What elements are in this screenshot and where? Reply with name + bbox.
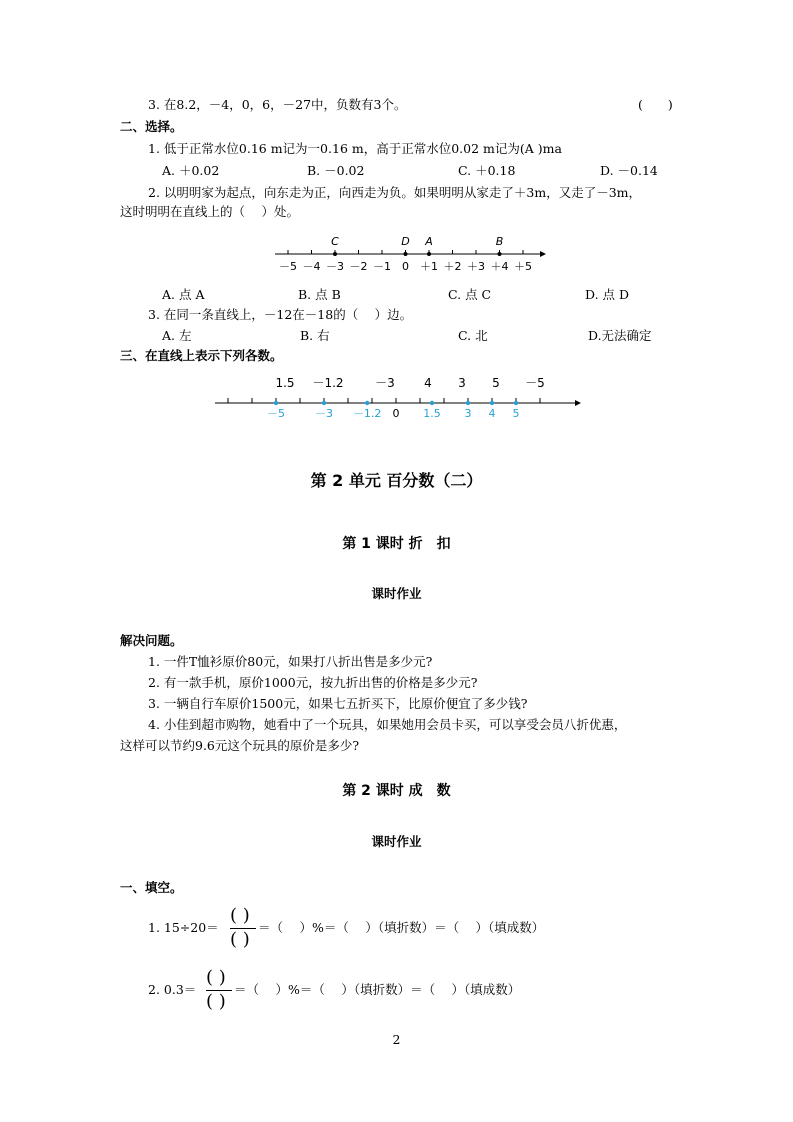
point-marker — [333, 252, 337, 256]
lesson2-heading: 一、填空。 — [120, 880, 183, 895]
choice-q2-stem-line1: 2. 以明明家为起点，向东走为正，向西走为负。如果明明从家走了＋3m，又走了－3m， — [148, 185, 642, 200]
choice-q1-option-d: D. －0.14 — [600, 163, 658, 178]
choice-q3-option-c: C. 北 — [458, 328, 488, 343]
point-label: C — [331, 235, 339, 248]
given-number: －1.2 — [312, 376, 344, 390]
tick-label: ＋1 — [420, 260, 438, 273]
given-number: 5 — [492, 376, 500, 390]
answer-point — [322, 401, 326, 405]
fraction-denominator-blank: ( ) — [206, 991, 226, 1012]
tick-label: ＋3 — [467, 260, 485, 273]
choice-q2-option-b: B. 点 B — [298, 287, 341, 302]
choice-q2-option-d: D. 点 D — [585, 287, 630, 302]
choice-q3-option-b: B. 右 — [300, 328, 330, 343]
axis-arrow — [540, 251, 546, 257]
fraction-numerator-blank: ( ) — [230, 905, 250, 926]
direction-number-line — [270, 230, 550, 278]
answer-label: －1.2 — [352, 407, 382, 420]
choice-q3-option-a: A. 左 — [162, 328, 192, 343]
fraction-denominator-blank: ( ) — [230, 929, 250, 950]
point-label: D — [401, 235, 410, 248]
given-number: 1.5 — [275, 376, 295, 390]
answer-label: 4 — [488, 407, 496, 420]
lesson2-subtitle: 课时作业 — [371, 834, 422, 849]
fill-1-prefix: 1. 15÷20＝ — [148, 920, 219, 935]
point-label: A — [425, 235, 433, 248]
tick-label: －3 — [326, 260, 344, 273]
fraction-numerator-blank: ( ) — [206, 967, 226, 988]
choice-q2-option-c: C. 点 C — [448, 287, 492, 302]
answer-label: 5 — [512, 407, 520, 420]
unit-title: 第 2 单元 百分数（二） — [310, 471, 483, 490]
section-heading-numberline: 三、在直线上表示下列各数。 — [120, 348, 283, 363]
answer-label: 1.5 — [423, 407, 441, 420]
tick-label: －1 — [373, 260, 391, 273]
origin-label: 0 — [392, 407, 400, 420]
given-number: 4 — [424, 376, 432, 390]
given-number: －5 — [525, 376, 545, 390]
tick-label: －2 — [349, 260, 368, 273]
fill-1-fraction — [230, 906, 256, 950]
answer-point — [365, 401, 369, 405]
axis-arrow — [575, 400, 581, 406]
choice-q2-stem-line2: 这时明明在直线上的（ ）处。 — [120, 204, 299, 219]
lesson1-heading: 解决问题。 — [120, 633, 183, 648]
lesson2-title: 第 2 课时 成 数 — [342, 783, 451, 799]
answer-point — [466, 401, 470, 405]
answer-point — [274, 401, 278, 405]
fill-1-suffix: ＝（ ）%＝（ ）（填折数）＝（ ）（填成数） — [258, 920, 545, 935]
choice-q3-option-d: D.无法确定 — [588, 328, 652, 343]
lesson1-item-4-line2: 这样可以节约9.6元这个玩具的原价是多少? — [120, 738, 360, 753]
choice-q1-stem: 1. 低于正常水位0.16 m记为一0.16 m，高于正常水位0.02 m记为(A )ma — [148, 141, 562, 156]
answer-label: 3 — [464, 407, 472, 420]
choice-q1-option-c: C. ＋0.18 — [458, 163, 516, 178]
tick-label: ＋4 — [490, 260, 509, 273]
tick-label: ＋5 — [514, 260, 532, 273]
lesson1-item-1: 1. 一件T恤衫原价80元，如果打八折出售是多少元? — [148, 654, 433, 669]
answer-bracket: ( ) — [638, 97, 673, 112]
tick-label: －4 — [302, 260, 321, 273]
lesson1-item-3: 3. 一辆自行车原价1500元，如果七五折买下，比原价便宜了多少钱? — [148, 696, 528, 711]
fill-2-suffix: ＝（ ）%＝（ ）（填折数）＝（ ）（填成数） — [234, 982, 521, 997]
choice-q1-option-a: A. ＋0.02 — [162, 163, 220, 178]
tick-label: 0 — [402, 260, 409, 273]
point-marker — [498, 252, 502, 256]
lesson1-subtitle: 课时作业 — [371, 586, 422, 601]
lesson1-item-2: 2. 有一款手机，原价1000元，按九折出售的价格是多少元? — [148, 675, 478, 690]
point-label: B — [495, 235, 504, 248]
point-marker — [427, 252, 431, 256]
fill-2-fraction — [206, 968, 232, 1012]
point-marker — [404, 252, 408, 256]
answer-point — [490, 401, 494, 405]
tick-label: －5 — [279, 260, 297, 273]
fill-2-prefix: 2. 0.3＝ — [148, 982, 197, 997]
judge-q3: 3. 在8.2，－4，0，6，－27中，负数有3个。 — [148, 97, 407, 112]
answer-label: －5 — [267, 407, 285, 420]
choice-q1-option-b: B. －0.02 — [307, 163, 365, 178]
answer-number-line — [210, 370, 590, 426]
tick-label: ＋2 — [443, 260, 462, 273]
page-number: 2 — [392, 1032, 401, 1047]
given-number: －3 — [375, 376, 395, 390]
section-heading-choice: 二、选择。 — [120, 119, 183, 134]
answer-point — [430, 401, 434, 405]
given-number: 3 — [458, 376, 466, 390]
choice-q3-stem: 3. 在同一条直线上，－12在－18的（ ）边。 — [148, 307, 413, 322]
answer-point — [514, 401, 518, 405]
choice-q2-option-a: A. 点 A — [162, 287, 205, 302]
lesson1-item-4: 4. 小佳到超市购物，她看中了一个玩具，如果她用会员卡买，可以享受会员八折优惠， — [148, 717, 627, 732]
lesson1-title: 第 1 课时 折 扣 — [342, 536, 451, 552]
answer-label: －3 — [315, 407, 333, 420]
